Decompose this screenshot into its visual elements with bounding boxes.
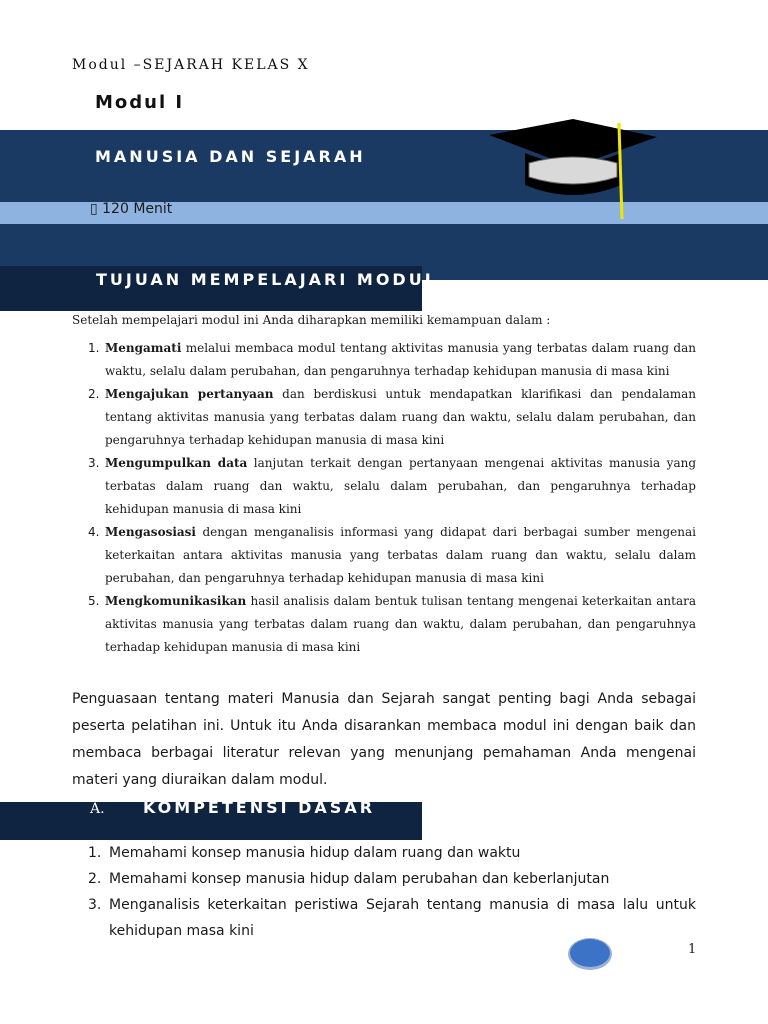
list-item: 5. Mengkomunikasikan hasil analisis dalam bentuk tulisan tentang mengenai keterkaitan antara aktivitas manusia yang terbatas dalam ruang dan waktu, dalam perubahan, dan pengaruhnya terhadap kehidupan manusia di masa kini (88, 594, 696, 654)
kompetensi-list (72, 840, 696, 944)
running-header: Modul –SEJARAH KELAS X (72, 57, 310, 73)
kompetensi-text: Memahami konsep manusia hidup dalam ruang dan waktu (109, 845, 521, 861)
graduation-cap-icon (485, 115, 660, 223)
tujuan-intro: Setelah mempelajari modul ini Anda diharapkan memiliki kemampuan dalam : (72, 313, 551, 327)
objective-text: lanjutan terkait dengan pertanyaan mengenai aktivitas manusia yang terbatas dalam ruang dan waktu, selalu dalam perubahan, dan pengaruhnya terhadap kehidupan manusia di masa kini (105, 456, 697, 516)
objective-text: dan berdiskusi untuk mendapatkan klarifikasi dan pendalaman tentang aktivitas manusia yang terbatas dalam ruang dan waktu, selalu dalam perubahan, dan pengaruhnya terhadap kehidupan manusia di masa kini (105, 387, 696, 447)
objective-text: dengan menganalisis informasi yang didapat dari berbagai sumber mengenai keterkaitan antara aktivitas manusia yang terbatas dalam ruang dan waktu, selalu dalam perubahan, dan pengaruhnya terhadap kehidupan manusia di masa kini (105, 525, 696, 585)
module-title: MANUSIA DAN SEJARAH (95, 147, 366, 166)
body-paragraph: Penguasaan tentang materi Manusia dan Sejarah sangat penting bagi Anda sebagai peserta pelatihan ini. Untuk itu Anda disarankan membaca modul ini dengan baik dan membaca berbagai literatur relevan yang menunjang pemahaman Anda mengenai materi yang diuraikan dalam modul. (72, 691, 696, 788)
list-item: 2. Memahami konsep manusia hidup dalam perubahan dan keberlanjutan (88, 871, 610, 887)
objective-text: hasil analisis dalam bentuk tulisan tentang mengenai keterkaitan antara aktivitas manusia yang terbatas dalam ruang dan waktu, dalam perubahan, dan pengaruhnya terhadap kehidupan manusia di masa kini (105, 594, 696, 654)
list-item: 4. Mengasosiasi dengan menganalisis informasi yang didapat dari berbagai sumber mengenai keterkaitan antara aktivitas manusia yang terbatas dalam ruang dan waktu, selalu dalam perubahan, dan pengaruhnya terhadap kehidupan manusia di masa kini (88, 525, 696, 585)
objective-text: melalui membaca modul tentang aktivitas manusia yang terbatas dalam ruang dan waktu, selalu dalam perubahan, dan pengaruhnya terhadap kehidupan manusia di masa kini (105, 341, 696, 378)
objective-keyword: Mengkomunikasikan (105, 594, 247, 608)
kompetensi-text: Menganalisis keterkaitan peristiwa Sejarah tentang manusia di masa lalu untuk kehidupan masa kini (109, 897, 696, 939)
tujuan-heading: TUJUAN MEMPELAJARI MODUL (96, 270, 438, 289)
kompetensi-heading: KOMPETENSI DASAR (143, 798, 376, 817)
list-item: 1. Mengamati melalui membaca modul tentang aktivitas manusia yang terbatas dalam ruang dan waktu, selalu dalam perubahan, dan pengaruhnya terhadap kehidupan manusia di masa kini (88, 341, 696, 378)
list-item: 3. Menganalisis keterkaitan peristiwa Sejarah tentang manusia di masa lalu untuk kehidupan masa kini (88, 897, 696, 939)
blue-ellipse-icon (566, 936, 614, 972)
duration-text: ▯ 120 Menit (90, 201, 173, 217)
objective-keyword: Mengamati (105, 341, 182, 355)
objectives-list (72, 337, 696, 659)
objective-keyword: Mengumpulkan data (105, 456, 248, 470)
page-number: 1 (688, 942, 697, 957)
module-label: Modul I (95, 92, 185, 113)
list-item: 2. Mengajukan pertanyaan dan berdiskusi untuk mendapatkan klarifikasi dan pendalaman tentang aktivitas manusia yang terbatas dalam ruang dan waktu, selalu dalam perubahan, dan pengaruhnya terhadap kehidupan manusia di masa kini (88, 387, 696, 447)
list-item: 3. Mengumpulkan data lanjutan terkait dengan pertanyaan mengenai aktivitas manusia yang terbatas dalam ruang dan waktu, selalu dalam perubahan, dan pengaruhnya terhadap kehidupan manusia di masa kini (88, 456, 697, 516)
kompetensi-text: Memahami konsep manusia hidup dalam perubahan dan keberlanjutan (109, 871, 610, 887)
objective-keyword: Mengasosiasi (105, 525, 196, 539)
objective-keyword: Mengajukan pertanyaan (105, 387, 274, 401)
list-item: 1. Memahami konsep manusia hidup dalam ruang dan waktu (88, 845, 521, 861)
kompetensi-letter: A. (90, 801, 105, 817)
